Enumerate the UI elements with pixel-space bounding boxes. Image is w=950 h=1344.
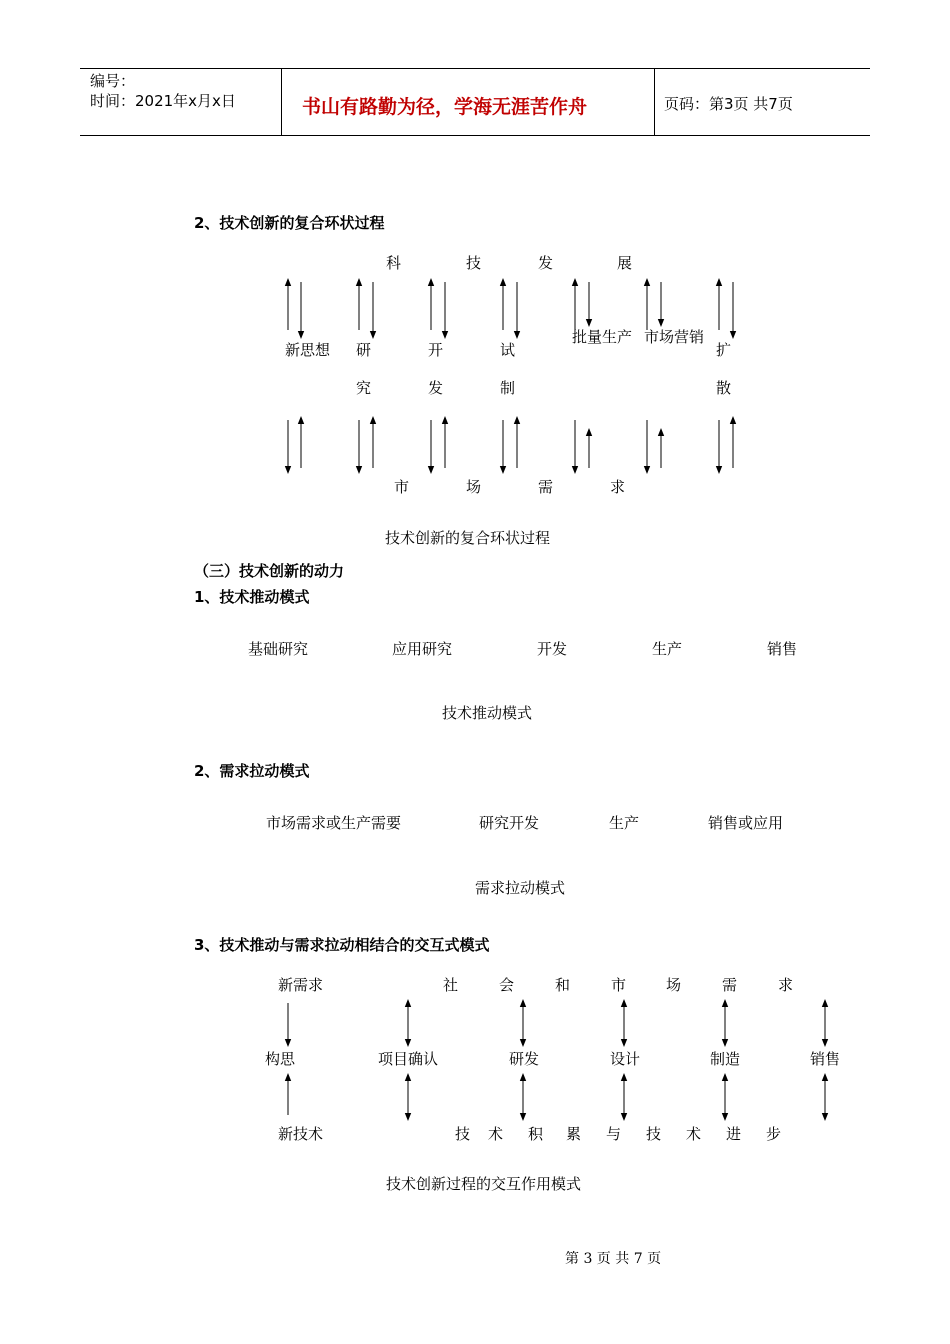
- s1-bottom-label: 需: [538, 478, 554, 496]
- interactive-stage: 构思: [265, 1050, 296, 1068]
- dynamics-heading: （三）技术创新的动力: [194, 562, 345, 580]
- arrow-group: [288, 282, 825, 1117]
- header-motto: 书山有路勤为径，学海无涯苦作舟: [302, 96, 588, 118]
- society-market-label: 求: [778, 976, 794, 994]
- tech-accumulation-label: 积: [528, 1125, 544, 1143]
- tech-push-heading: 1、技术推动模式: [194, 588, 310, 606]
- s1-bottom-label: 求: [610, 478, 626, 496]
- interactive-caption: 技术创新过程的交互作用模式: [386, 1175, 582, 1193]
- tech-push-step: 开发: [537, 640, 568, 658]
- interactive-stage: 设计: [610, 1050, 641, 1068]
- demand-pull-step: 生产: [609, 814, 640, 832]
- tech-accumulation-label: 与: [606, 1125, 622, 1143]
- tech-push-step: 销售: [767, 640, 798, 658]
- new-demand-label: 新需求: [278, 976, 324, 994]
- tech-accumulation-label: 技: [455, 1125, 471, 1143]
- society-market-label: 和: [555, 976, 571, 994]
- interactive-stage: 销售: [810, 1050, 841, 1068]
- header-id-label: 编号：: [90, 72, 136, 90]
- tech-accumulation-label: 进: [726, 1125, 742, 1143]
- s1-stage-label-2: 发: [428, 379, 444, 397]
- page-footer: 第 3 页 共 7 页: [565, 1251, 662, 1267]
- s1-stage-label: 扩: [716, 341, 732, 359]
- s1-top-label: 展: [617, 254, 633, 272]
- section1-caption: 技术创新的复合环状过程: [385, 529, 551, 547]
- tech-accumulation-label: 技: [646, 1125, 662, 1143]
- tech-accumulation-label: 术: [488, 1125, 504, 1143]
- interactive-heading: 3、技术推动与需求拉动相结合的交互式模式: [194, 936, 490, 954]
- tech-accumulation-label: 累: [566, 1125, 582, 1143]
- tech-push-step: 生产: [652, 640, 683, 658]
- new-tech-label: 新技术: [278, 1125, 324, 1143]
- interactive-stage: 研发: [509, 1050, 540, 1068]
- s1-stage-label: 试: [500, 341, 516, 359]
- society-market-label: 场: [666, 976, 682, 994]
- s1-bottom-label: 场: [466, 478, 482, 496]
- society-market-label: 社: [443, 976, 459, 994]
- demand-pull-step: 市场需求或生产需要: [266, 814, 402, 832]
- header-time-label: 时间：2021年x月x日: [90, 92, 236, 110]
- s1-stage-label-2: 制: [500, 379, 516, 397]
- tech-push-step: 基础研究: [248, 640, 309, 658]
- section1-heading: 2、技术创新的复合环状过程: [194, 214, 385, 232]
- s1-top-label: 科: [386, 254, 402, 272]
- interactive-stage: 项目确认: [378, 1050, 439, 1068]
- header-page-label: 页码：第3页 共7页: [664, 95, 793, 113]
- interactive-stage: 制造: [710, 1050, 741, 1068]
- society-market-label: 会: [499, 976, 515, 994]
- tech-push-caption: 技术推动模式: [442, 704, 533, 722]
- tech-accumulation-label: 步: [766, 1125, 782, 1143]
- s1-bottom-label: 市: [394, 478, 410, 496]
- s1-stage-label: 批量生产: [572, 328, 633, 346]
- tech-push-step: 应用研究: [392, 640, 453, 658]
- s1-top-label: 发: [538, 254, 554, 272]
- s1-top-label: 技: [466, 254, 482, 272]
- s1-stage-label-2: 究: [356, 379, 372, 397]
- s1-stage-label: 开: [428, 341, 444, 359]
- society-market-label: 市: [611, 976, 627, 994]
- s1-stage-label: 研: [356, 341, 372, 359]
- demand-pull-heading: 2、需求拉动模式: [194, 762, 310, 780]
- demand-pull-step: 研究开发: [479, 814, 540, 832]
- s1-stage-label-2: 散: [716, 379, 732, 397]
- s1-stage-label: 新思想: [285, 341, 331, 359]
- tech-accumulation-label: 术: [686, 1125, 702, 1143]
- society-market-label: 需: [722, 976, 738, 994]
- s1-stage-label: 市场营销: [644, 328, 705, 346]
- demand-pull-caption: 需求拉动模式: [475, 879, 566, 897]
- demand-pull-step: 销售或应用: [708, 814, 784, 832]
